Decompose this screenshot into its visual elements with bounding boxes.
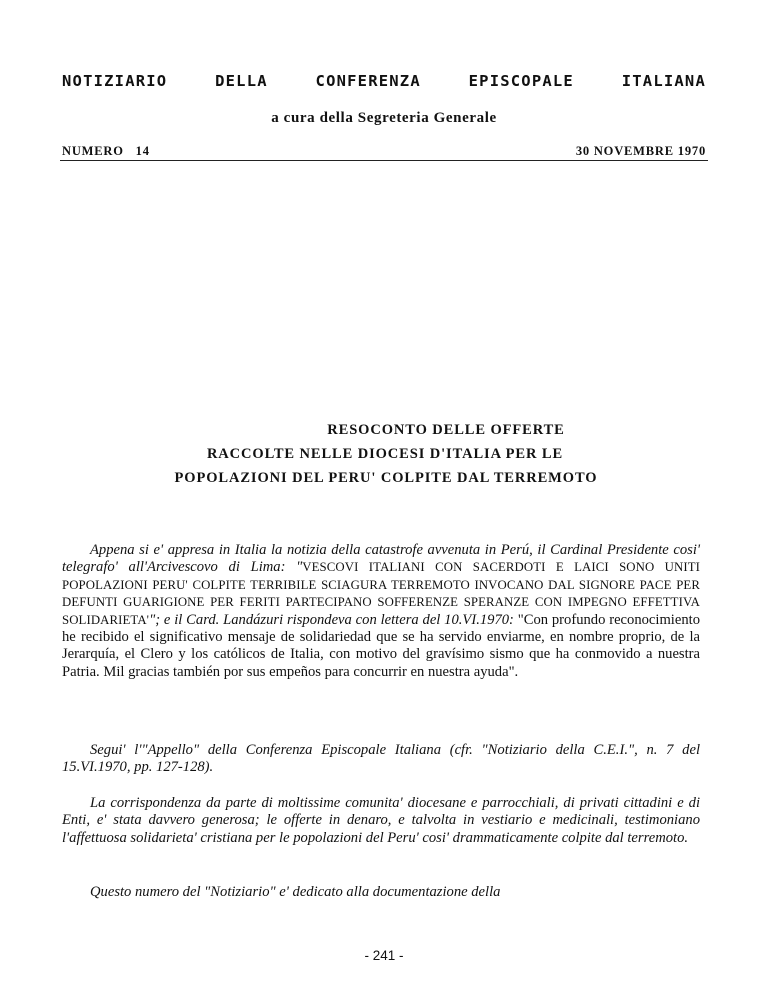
masthead-word: ITALIANA bbox=[621, 72, 706, 90]
masthead-word: DELLA bbox=[215, 72, 268, 90]
masthead-title bbox=[62, 72, 706, 90]
masthead-word: CONFERENZA bbox=[315, 72, 421, 90]
issue-number: NUMERO 14 bbox=[62, 144, 150, 158]
page-number: - 241 - bbox=[364, 948, 404, 963]
article-heading bbox=[0, 418, 768, 490]
paragraph-1-intro: Appena si e' appresa in Italia la notizia della catastrofe avvenuta in Perú, il Cardinal Presidente cosi' telegrafo' all'Arcivescovo di Lima: " bbox=[62, 542, 700, 576]
heading-line-2: RACCOLTE NELLE DIOCESI D'ITALIA PER LE bbox=[206, 446, 564, 462]
masthead-word: EPISCOPALE bbox=[468, 72, 574, 90]
spanish-quote: "Con profundo reconocimiento he recibido el significativo mensaje de solidariedad que se ha servido enviarme, en nombre proprio, de la Jerarquía, el Clero y los católicos de Italia, con motivo del gravísimo sismo que ha conmovido a nuestra Patria. Mil gracias también por sus empeños para concurrir en nuestra ayuda". bbox=[62, 611, 700, 680]
header-divider bbox=[60, 160, 708, 161]
paragraph-3: La corrispondenza da parte di moltissime comunita' diocesane e parrocchiali, di privati cittadini e di Enti, e' stata davvero generosa; le offerte in denaro, e talvolta in vestiario e medicinali, testimoniano l'affettuosa solidarieta' cristiana per le popolazioni del Peru' cosi' drammaticamente colpite dal terremoto. bbox=[62, 795, 700, 846]
masthead-word: NOTIZIARIO bbox=[62, 72, 168, 90]
paragraph-1-middle: "; e il Card. Landázuri rispondeva con lettera del 10.VI.1970: bbox=[149, 611, 514, 628]
masthead-subtitle: a cura della Segreteria Generale bbox=[271, 110, 497, 126]
issue-info bbox=[62, 144, 706, 159]
telegram-text: VESCOVI ITALIANI CON SACERDOTI E LAICI SONO UNITI POPOLAZIONI PERU' COLPITE TERRIBILE SCIAGURA TERREMOTO INVOCANO DAL SIGNORE PACE PER DEFUNTI GUARIGIONE PER FERITI PARTECIPANO SOFFERENZE SPERANZE CON IMPEGNO EFFETTIVA SOLIDARIETA' bbox=[62, 560, 701, 627]
heading-line-1: RESOCONTO DELLE OFFERTE bbox=[327, 422, 565, 438]
paragraph-2: Segui' l'"Appello" della Conferenza Episcopale Italiana (cfr. "Notiziario della C.E.I.", n. 7 del 15.VI.1970, pp. 127-128). bbox=[62, 742, 700, 776]
heading-line-3: POPOLAZIONI DEL PERU' COLPITE DAL TERREMOTO bbox=[174, 470, 598, 486]
paragraph-1 bbox=[62, 542, 700, 681]
paragraph-4: Questo numero del "Notiziario" e' dedicato alla documentazione della bbox=[90, 884, 501, 900]
issue-date: 30 NOVEMBRE 1970 bbox=[575, 144, 706, 158]
